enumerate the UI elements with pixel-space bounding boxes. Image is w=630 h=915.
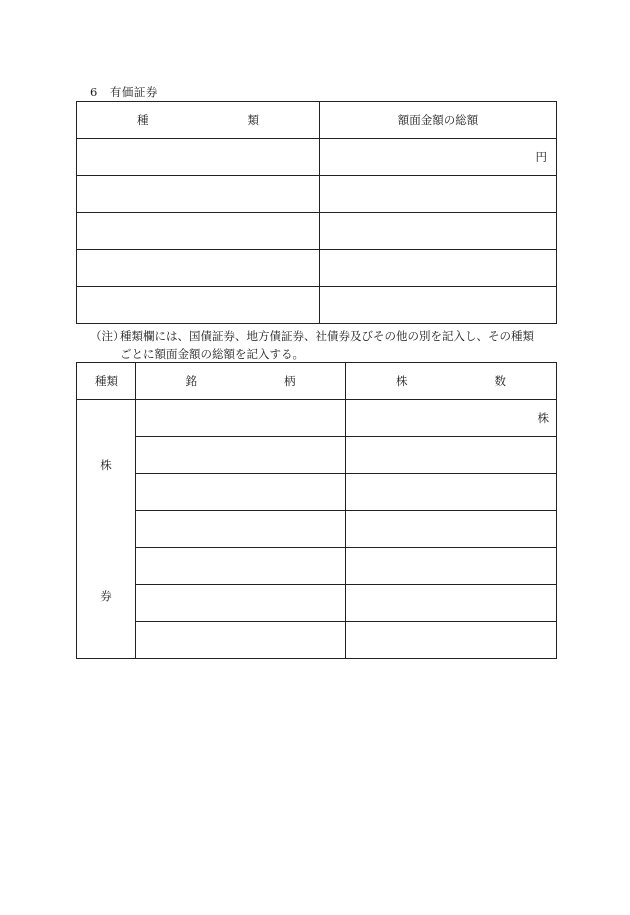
table-row: [77, 548, 557, 585]
kind-cell[interactable]: [77, 213, 320, 250]
amount-cell[interactable]: [320, 176, 557, 213]
table-row: [77, 511, 557, 548]
kind-cell[interactable]: [77, 139, 320, 176]
kind-cell[interactable]: [77, 287, 320, 324]
brand-cell[interactable]: [136, 511, 346, 548]
table-row: [77, 287, 557, 324]
brand-cell[interactable]: [136, 548, 346, 585]
kind-char-certificate: 券: [100, 589, 112, 603]
brand-cell[interactable]: [136, 437, 346, 474]
table-row: [77, 176, 557, 213]
header-kind: 種 類: [77, 102, 320, 139]
brand-cell[interactable]: [136, 622, 346, 659]
amount-cell[interactable]: 円: [320, 139, 557, 176]
share-count-cell[interactable]: [346, 622, 557, 659]
brand-cell[interactable]: [136, 400, 346, 437]
share-count-cell[interactable]: [346, 511, 557, 548]
table-row: [77, 474, 557, 511]
amount-cell[interactable]: [320, 287, 557, 324]
table-row: [77, 622, 557, 659]
note-label: （注）: [90, 329, 125, 343]
share-count-cell[interactable]: [346, 548, 557, 585]
table-row: [77, 139, 557, 176]
kind-cell[interactable]: [77, 250, 320, 287]
amount-cell[interactable]: [320, 213, 557, 250]
securities-table: [76, 101, 557, 324]
table-row: [77, 400, 557, 437]
stock-certificates-table: [76, 362, 557, 659]
section-number: 6: [90, 85, 98, 99]
header-brand: 銘 柄: [136, 363, 346, 400]
section-heading: [90, 84, 158, 100]
header-kind: 種 類: [77, 363, 136, 400]
share-count-cell[interactable]: [346, 585, 557, 622]
kind-cell[interactable]: [77, 176, 320, 213]
note-line-2: ごとに額面金額の総額を記入する。: [120, 347, 304, 361]
share-count-cell[interactable]: [346, 437, 557, 474]
table-row: [77, 437, 557, 474]
table-row: [77, 213, 557, 250]
table-row: [77, 250, 557, 287]
brand-cell[interactable]: [136, 585, 346, 622]
header-share-count: 株 数: [346, 363, 557, 400]
table-row: [77, 585, 557, 622]
brand-cell[interactable]: [136, 474, 346, 511]
kind-cell-stock-certificates: [77, 400, 136, 659]
note-line-1: 種類欄には、国債証券、地方債証券、社債券及びその他の別を記入し、その種類: [120, 329, 534, 343]
amount-cell[interactable]: [320, 250, 557, 287]
table-header-row: [77, 363, 557, 400]
section-title: 有価証券: [109, 85, 158, 99]
table-header-row: [77, 102, 557, 139]
share-count-cell[interactable]: 株: [346, 400, 557, 437]
table-note: [90, 327, 560, 363]
share-count-cell[interactable]: [346, 474, 557, 511]
kind-char-stock: 株: [100, 458, 112, 472]
header-face-value-total: 額面金額の総額: [320, 102, 557, 139]
